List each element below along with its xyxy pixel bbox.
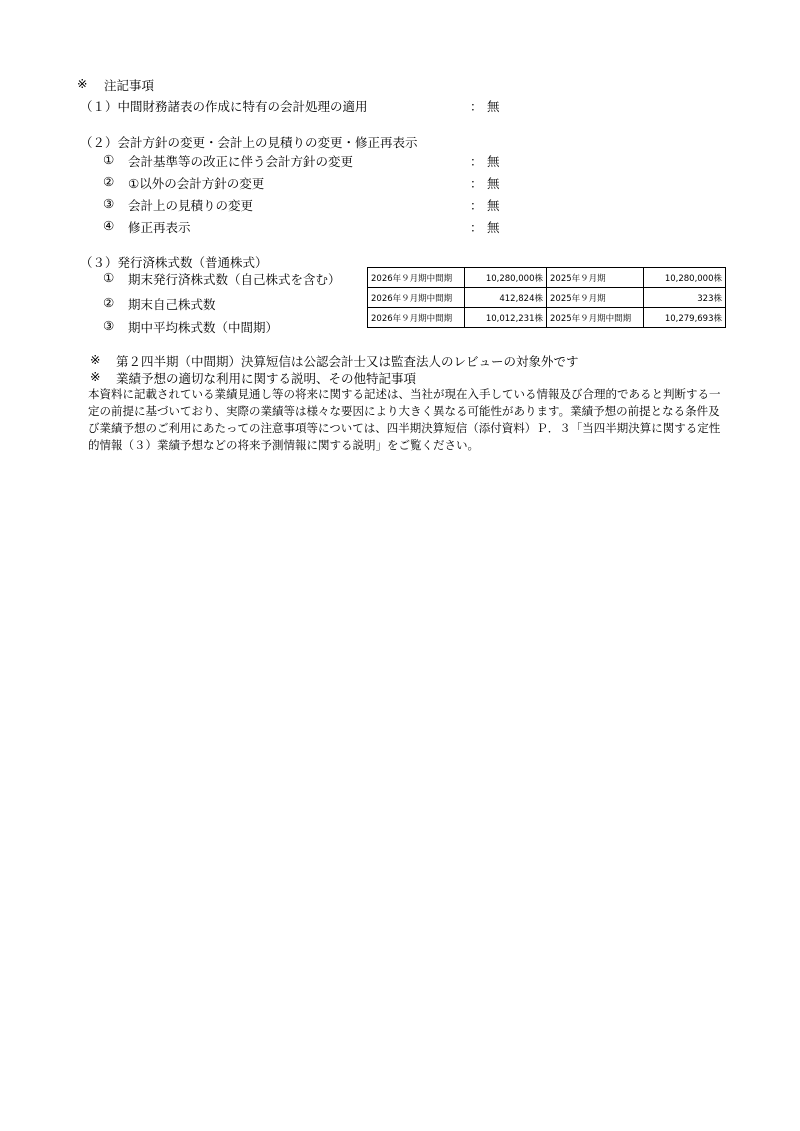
- item3-row-text: 期中平均株式数（中間期）: [128, 320, 279, 335]
- prior-period-cell: 2025年９月期: [547, 268, 644, 288]
- review-note-text: 第２四半期（中間期）決算短信は公認会計士又は監査法人のレビューの対象外です: [116, 354, 579, 369]
- item1-value: 無: [487, 99, 500, 114]
- item3-label: （３）発行済株式数（普通株式）: [80, 255, 268, 270]
- current-period-cell: 2026年９月期中間期: [368, 268, 465, 288]
- prior-value-cell: 323株: [644, 288, 726, 308]
- item2-row-text: 修正再表示: [128, 220, 191, 235]
- item1-label: （１）中間財務諸表の作成に特有の会計処理の適用: [80, 99, 368, 114]
- current-value-cell: 412,824株: [465, 288, 547, 308]
- item2-row-text: ①以外の会計方針の変更: [128, 176, 265, 191]
- review-note-mark: ※: [90, 352, 101, 367]
- current-value-cell: 10,280,000株: [465, 268, 547, 288]
- forecast-note-mark: ※: [90, 369, 101, 384]
- item2-row-num: ③: [103, 196, 115, 211]
- prior-value-cell: 10,280,000株: [644, 268, 726, 288]
- item2-row-colon: ：: [470, 154, 483, 169]
- current-period-cell: 2026年９月期中間期: [368, 308, 465, 328]
- item2-row-value: 無: [487, 198, 500, 213]
- current-period-cell: 2026年９月期中間期: [368, 288, 465, 308]
- item2-row-num: ④: [103, 218, 115, 233]
- item2-row-text: 会計基準等の改正に伴う会計方針の変更: [128, 154, 354, 169]
- item2-row-value: 無: [487, 154, 500, 169]
- current-value-cell: 10,012,231株: [465, 308, 547, 328]
- section-title: 注記事項: [104, 78, 155, 93]
- item1-colon: ：: [470, 99, 483, 114]
- table-row: [368, 268, 726, 288]
- table-row: [368, 288, 726, 308]
- item3-row-text: 期末自己株式数: [128, 297, 216, 312]
- item3-row-num: ③: [103, 318, 115, 333]
- item2-row-num: ②: [103, 174, 115, 189]
- note-mark: ※: [77, 76, 88, 91]
- forecast-note-body: 本資料に記載されている業績見通し等の将来に関する記述は、当社が現在入手している情報及び合理的であると判断する一定の前提に基づいており、実際の業績等は様々な要因により大きく異なる可能性があります。業績予想の前提となる条件及び業績予想のご利用にあたっての注意事項等については、四半期決算短信（添付資料）Ｐ．３「当四半期決算に関する定性的情報（３）業績予想などの将来予測情報に関する説明」をご覧ください。: [88, 387, 721, 452]
- item2-row-value: 無: [487, 220, 500, 235]
- table-row: [368, 308, 726, 328]
- prior-period-cell: 2025年９月期: [547, 288, 644, 308]
- item2-row-colon: ：: [470, 220, 483, 235]
- item3-row-text: 期末発行済株式数（自己株式を含む）: [128, 272, 341, 287]
- prior-period-cell: 2025年９月期中間期: [547, 308, 644, 328]
- item3-row-num: ①: [103, 270, 115, 285]
- item2-row-colon: ：: [470, 176, 483, 191]
- shares-table: [367, 267, 726, 328]
- item3-row-num: ②: [103, 295, 115, 310]
- item2-row-value: 無: [487, 176, 500, 191]
- prior-value-cell: 10,279,693株: [644, 308, 726, 328]
- forecast-note-title: 業績予想の適切な利用に関する説明、その他特記事項: [116, 371, 417, 386]
- item2-label: （２）会計方針の変更・会計上の見積りの変更・修正再表示: [80, 135, 418, 150]
- item2-row-colon: ：: [470, 198, 483, 213]
- item2-row-text: 会計上の見積りの変更: [128, 198, 254, 213]
- item2-row-num: ①: [103, 152, 115, 167]
